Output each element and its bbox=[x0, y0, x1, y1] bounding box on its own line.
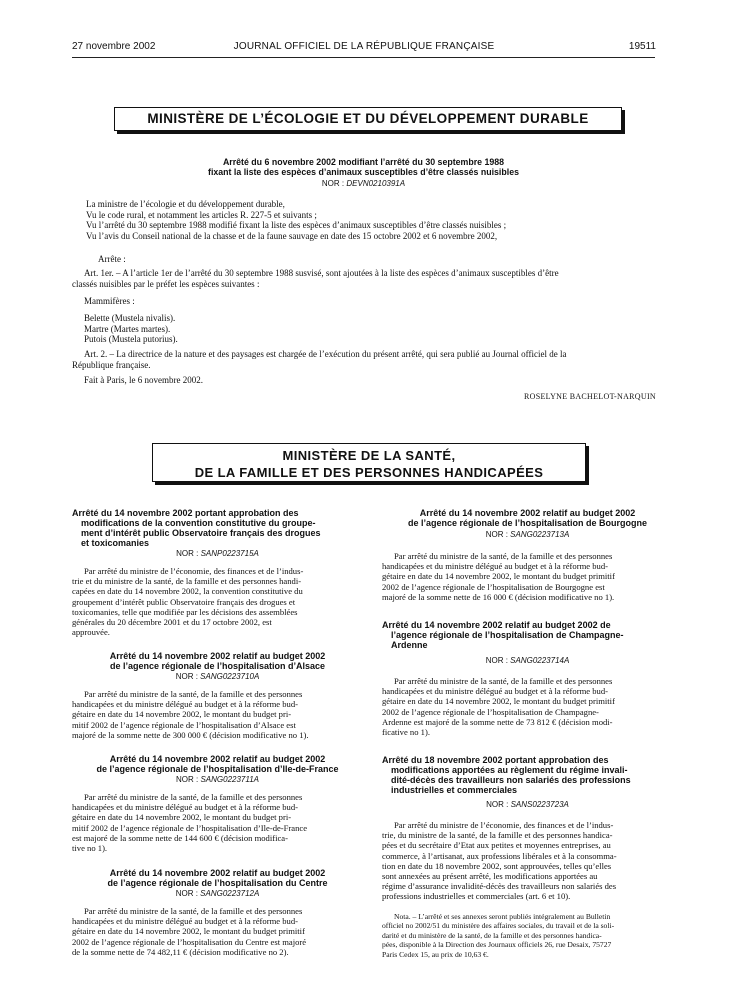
nor-code: SANP0223715A bbox=[200, 549, 259, 558]
body-line: Par arrêté du ministre de la santé, de la famille et des personnes bbox=[394, 676, 613, 686]
arrete-title-line: Arrêté du 14 novembre 2002 relatif au budget 2002 de bbox=[382, 620, 611, 630]
body-line: sont annexées au présent arrêté, les modifications apportées au bbox=[382, 871, 598, 882]
nor-code: SANS0223723A bbox=[510, 800, 569, 809]
arrete-title-line: industrielles et commerciales bbox=[391, 785, 518, 795]
nor-code: SANG0223713A bbox=[510, 530, 570, 539]
species-item: Belette (Mustela nivalis). bbox=[84, 313, 176, 323]
body-line: Par arrêté du ministre de la santé, de la famille et des personnes bbox=[394, 551, 613, 561]
body-line: régime d’assurance invalidité-décès des travailleurs non salariés des bbox=[382, 881, 617, 892]
arrete-title-line: Arrêté du 6 novembre 2002 modifiant l’arrêté du 30 septembre 1988 bbox=[222, 157, 505, 167]
body-line: 2002 de l’agence régionale de l’hospitalisation du Centre est majoré bbox=[72, 936, 307, 947]
body-line: professions industrielles et commerciales (art. 6 et 10). bbox=[382, 891, 571, 902]
body-line: handicapées et du ministre délégué au budget et à la réforme bud- bbox=[382, 686, 608, 697]
note-line: officiel no 2002/51 du ministère des affaires sociales, du travail et de la soli- bbox=[382, 921, 615, 931]
nor-code: SANG0223712A bbox=[200, 889, 260, 898]
body-line: générales du 20 décembre 2001 et du 17 octobre 2002, est bbox=[72, 617, 272, 628]
nor-label: NOR : bbox=[175, 672, 198, 681]
visa-line: La ministre de l’écologie et du développement durable, bbox=[86, 199, 285, 209]
body-line: handicapées et du ministre délégué au budget et à la réforme bud- bbox=[72, 699, 298, 710]
note-line: pées, disponible à la Direction des Journaux officiels 26, rue Desaix, 75727 bbox=[382, 940, 612, 950]
arrete-title-line: Arrêté du 14 novembre 2002 relatif au budget 2002 bbox=[109, 651, 326, 661]
mammals-heading: Mammifères : bbox=[84, 296, 135, 306]
body-line: majoré de la somme nette de 300 000 € (décision modificative no 1). bbox=[72, 729, 309, 740]
body-line: gétaire en date du 14 novembre 2002, le montant du budget pri- bbox=[72, 709, 292, 720]
header-rule bbox=[72, 57, 655, 58]
body-line: est majoré de la somme nette de 144 600 € (décision modifica- bbox=[72, 832, 288, 843]
arrete-title-line: Arrêté du 14 novembre 2002 portant approbation des bbox=[72, 508, 299, 518]
arrete-title-line: modifications apportées au règlement du régime invali- bbox=[391, 765, 628, 775]
note-line: Paris Cedex 15, au prix de 10,63 €. bbox=[382, 949, 489, 959]
nor-code: SANG0223714A bbox=[510, 656, 570, 665]
nor-label: NOR : bbox=[175, 889, 198, 898]
arrete-title-line: Arrêté du 14 novembre 2002 relatif au budget 2002 bbox=[109, 754, 326, 764]
body-line: Par arrêté du ministre de la santé, de la famille et des personnes bbox=[84, 906, 303, 916]
body-line: toxicomanies, telle que modifiée par les décisions des assemblées bbox=[72, 606, 298, 617]
body-line: Par arrêté du ministre de la santé, de la famille et des personnes bbox=[84, 689, 303, 699]
ministry-health-title: MINISTÈRE DE LA SANTÉ, bbox=[282, 448, 456, 463]
body-line: mitif 2002 de l’agence régionale de l’hospitalisation d’Ile-de-France bbox=[72, 822, 308, 833]
ministry-health-box bbox=[152, 443, 586, 482]
arrete-title-line: Arrêté du 14 novembre 2002 relatif au budget 2002 bbox=[109, 868, 326, 878]
body-line: Par arrêté du ministre de la santé, de la famille et des personnes bbox=[84, 792, 303, 802]
body-line: handicapées et du ministre délégué au budget et à la réforme bud- bbox=[72, 916, 298, 927]
body-line: ficative no 1). bbox=[382, 727, 430, 738]
nor-label: NOR : bbox=[485, 530, 508, 539]
body-line: trie, du ministre de la santé, de la famille et des personnes handica- bbox=[382, 830, 613, 841]
visa-line: Vu l’arrêté du 30 septembre 1988 modifié fixant la liste des espèces d’animaux susceptibles d’être classés nuisibles ; bbox=[86, 220, 507, 230]
body-line: mitif 2002 de l’agence régionale de l’hospitalisation d’Alsace est bbox=[72, 719, 296, 730]
nor-code: SANG0223711A bbox=[200, 775, 260, 784]
body-line: handicapées et du ministre délégué au budget et à la réforme bud- bbox=[382, 561, 608, 572]
nor-label: NOR : bbox=[486, 800, 509, 809]
body-line: majoré de la somme nette de 16 000 € (décision modificative no 1). bbox=[382, 591, 615, 602]
page-number: 19511 bbox=[628, 41, 656, 52]
arrete-title-line: de l’agence régionale de l’hospitalisation d’Ile-de-France bbox=[96, 764, 339, 774]
body-line: tive no 1). bbox=[72, 843, 108, 854]
body-line: Par arrêté du ministre de l’économie, des finances et de l’indus- bbox=[84, 566, 304, 576]
visa-line: Vu l’avis du Conseil national de la chasse et de la faune sauvage en date des 15 octobre 2002 et 6 novembre 2002, bbox=[86, 230, 498, 241]
nor-label: NOR : bbox=[175, 775, 199, 784]
body-line: 2002 de l’agence régionale de l’hospitalisation de Champagne- bbox=[382, 706, 599, 717]
arrete-title-line: Arrêté du 18 novembre 2002 portant approbation des bbox=[382, 755, 609, 765]
arrete-title-line: de l’agence régionale de l’hospitalisation du Centre bbox=[107, 878, 328, 888]
ministry-health-title: DE LA FAMILLE ET DES PERSONNES HANDICAPÉES bbox=[194, 465, 544, 480]
page-header bbox=[72, 41, 656, 55]
body-line: gétaire en date du 14 novembre 2002, le montant du budget primitif bbox=[382, 571, 615, 582]
body-line: handicapées et du ministre délégué au budget et à la réforme bud- bbox=[72, 802, 298, 813]
body-line: commerce, à l’artisanat, aux professions libérales et à la consomma- bbox=[382, 850, 617, 861]
body-line: gétaire en date du 14 novembre 2002, le montant du budget primitif bbox=[72, 926, 305, 937]
article-2-cont: République française. bbox=[72, 359, 151, 370]
place-date: Fait à Paris, le 6 novembre 2002. bbox=[84, 375, 203, 385]
arrete-title-line: Ardenne bbox=[391, 640, 428, 650]
body-line: Par arrêté du ministre de l’économie, des finances et de l’indus- bbox=[394, 820, 614, 830]
arrete-title-line: l’agence régionale de l’hospitalisation de Champagne- bbox=[391, 630, 624, 640]
body-line: de la somme nette de 74 482,11 € (décision modificative no 2). bbox=[72, 946, 289, 957]
body-line: tion en date du 18 novembre 2002, sont approuvées, telles qu’elles bbox=[382, 860, 612, 871]
nor-label: NOR : bbox=[321, 179, 345, 188]
body-line: groupement d’intérêt public Observatoire français des drogues et bbox=[72, 596, 296, 607]
body-line: gétaire en date du 14 novembre 2002, le montant du budget primitif bbox=[382, 696, 615, 707]
signature: ROSELYNE BACHELOT-NARQUIN bbox=[524, 392, 656, 401]
arrete-title-line: ment d’intérêt public Observatoire français des drogues bbox=[81, 528, 321, 538]
body-line: trie et du ministre de la santé, de la famille et des personnes handi- bbox=[72, 576, 302, 587]
arrete-title-line: de l’agence régionale de l’hospitalisation de Bourgogne bbox=[407, 518, 648, 528]
arrete-title-line: Arrêté du 14 novembre 2002 relatif au budget 2002 bbox=[419, 508, 636, 518]
species-item: Putois (Mustela putorius). bbox=[84, 334, 178, 344]
article-2: Art. 2. – La directrice de la nature et des paysages est chargée de l’exécution du présent arrêté, qui sera publié au Journal officiel de la bbox=[84, 349, 567, 359]
body-line: gétaire en date du 14 novembre 2002, le montant du budget pri- bbox=[72, 812, 292, 823]
body-line: 2002 de l’agence régionale de l’hospitalisation de Bourgogne est bbox=[382, 581, 605, 592]
arrete-title-line: dité-décès des travailleurs non salariés des professions bbox=[391, 775, 631, 785]
note-line: darité et du ministère de la santé, de la famille et des personnes handica- bbox=[382, 930, 602, 940]
arrete-word: Arrête : bbox=[98, 254, 126, 264]
arrete-title-line: fixant la liste des espèces d’animaux susceptibles d’être classés nuisibles bbox=[208, 167, 519, 177]
nor-code: DEVN0210391A bbox=[346, 179, 406, 188]
ministry-ecology-box bbox=[114, 107, 622, 131]
ministry-ecology-title: MINISTÈRE DE L’ÉCOLOGIE ET DU DÉVELOPPEMENT DURABLE bbox=[147, 111, 589, 126]
body-line: approuvée. bbox=[72, 627, 110, 638]
body-line: capées en date du 14 novembre 2002, la convention constitutive du bbox=[72, 586, 303, 597]
body-line: Ardenne est majoré de la somme nette de 73 812 € (décision modi- bbox=[382, 716, 613, 727]
journal-title: JOURNAL OFFICIEL DE LA RÉPUBLIQUE FRANÇAISE bbox=[233, 41, 495, 52]
arrete-title-line: de l’agence régionale de l’hospitalisation d’Alsace bbox=[109, 661, 326, 671]
arrete-title-line: et toxicomanies bbox=[81, 538, 150, 548]
nor-label: NOR : bbox=[176, 549, 199, 558]
arrete-title-line: modifications de la convention constitutive du groupe- bbox=[81, 518, 316, 528]
nor-label: NOR : bbox=[485, 656, 508, 665]
species-item: Martre (Martes martes). bbox=[84, 323, 171, 334]
nor-code: SANG0223710A bbox=[200, 672, 260, 681]
article-1: Art. 1er. – A l’article 1er de l’arrêté du 30 septembre 1988 susvisé, sont ajoutées à la liste des espèces d’animaux susceptibles d’être bbox=[84, 268, 559, 278]
body-line: pées et du secrétaire d’Etat aux petites et moyennes entreprises, au bbox=[382, 840, 611, 851]
note-line: Nota. – L’arrêté et ses annexes seront publiés intégralement au Bulletin bbox=[394, 912, 611, 921]
header-date: 27 novembre 2002 bbox=[72, 41, 156, 52]
visa-line: Vu le code rural, et notamment les articles R. 227-5 et suivants ; bbox=[86, 209, 317, 220]
article-1-cont: classés nuisibles par le préfet les espèces suivantes : bbox=[72, 278, 260, 289]
